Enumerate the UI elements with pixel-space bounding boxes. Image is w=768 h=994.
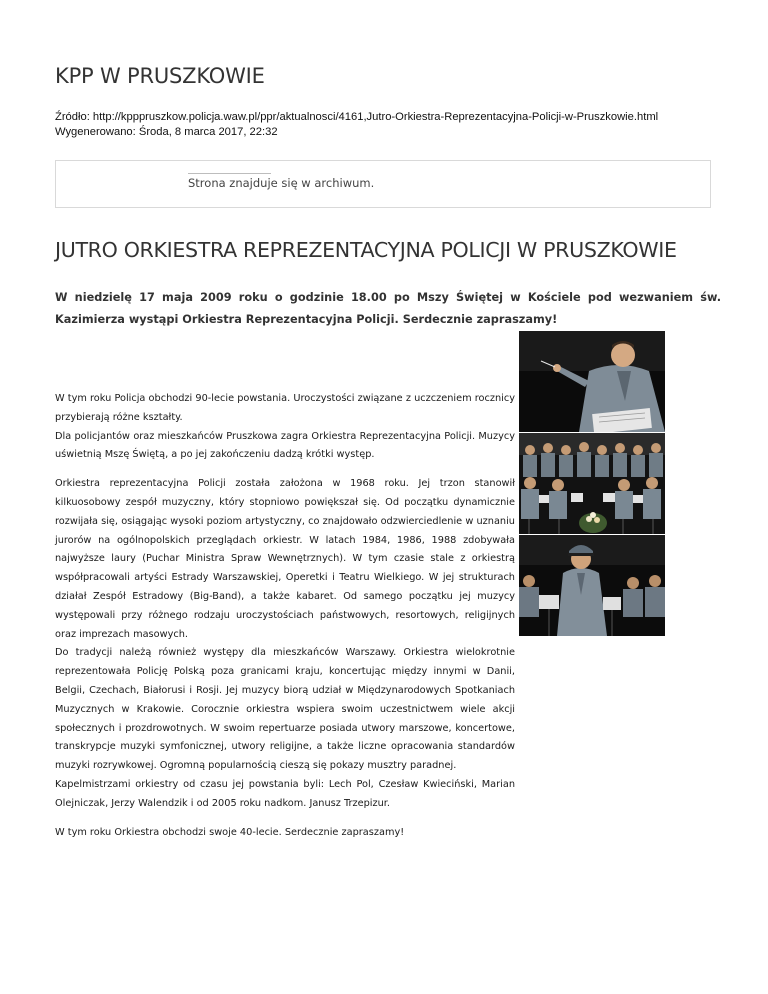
archive-notice-box	[55, 160, 711, 208]
article-paragraph: W tym roku Policja obchodzi 90-lecie powstania. Uroczystości związane z uczczeniem rocznicy przybierają różne kształty.	[55, 393, 515, 423]
orchestra-photo	[519, 433, 665, 534]
archive-notice: Strona znajduje się w archiwum.	[188, 176, 375, 190]
document-meta	[55, 110, 658, 140]
soloist-photo	[519, 535, 665, 636]
conductor-photo	[519, 331, 665, 432]
article-paragraph: Dla policjantów oraz mieszkańców Pruszkowa zagra Orkiestra Reprezentacyjna Policji. Muzycy uświetnią Mszę Świętą, a po jej zakończeniu dadzą krótki występ.	[55, 430, 515, 461]
article-body	[55, 390, 515, 842]
generated-date: Wygenerowano: Środa, 8 marca 2017, 22:32	[55, 126, 278, 138]
site-title: KPP W PRUSZKOWIE	[55, 64, 265, 88]
source-url: Źródło: http://kpppruszkow.policja.waw.pl/ppr/aktualnosci/4161,Jutro-Orkiestra-Reprezentacyjna-Policji-w-Pruszkowie.html	[55, 111, 659, 123]
article-paragraph: Do tradycji należą również występy dla mieszkańców Warszawy. Orkiestra wielokrotnie reprezentowała Policję Polską poza granicami kraju, koncertując między innymi w Danii, Belgii, Czechach, Białorusi i Rosji. Jej muzycy biorą udział w Międzynarodowych Spotkaniach Muzycznych w Krakowie. Corocznie orkiestra wspiera swoim uczestnictwem wiele akcji społecznych i prozdrowotnych. W swoim repertuarze posiada utwory marszowe, koncertowe, transkrypcje muzyki symfonicznej, utwory religijne, a także liczne opracowania standardów muzyki rozrywkowej. Ogromną popularnością cieszą się pokazy musztry paradnej.	[55, 647, 515, 772]
article-paragraph: W tym roku Orkiestra obchodzi swoje 40-lecie. Serdecznie zapraszamy!	[55, 826, 405, 838]
article-title: JUTRO ORKIESTRA REPREZENTACYJNA POLICJI W PRUSZKOWIE	[55, 238, 677, 262]
article-paragraph: Kapelmistrzami orkiestry od czasu jej powstania byli: Lech Pol, Czesław Kwieciński, Marian Olejniczak, Jerzy Walendzik i od 2005 roku nadkom. Janusz Trzepizur.	[55, 778, 515, 809]
archive-divider	[188, 173, 271, 174]
article-lead: W niedzielę 17 maja 2009 roku o godzinie 18.00 po Mszy Świętej w Kościele pod wezwaniem św. Kazimierza wystąpi Orkiestra Reprezentacyjna Policji. Serdecznie zapraszamy!	[55, 291, 721, 326]
article-paragraph: Orkiestra reprezentacyjna Policji została założona w 1968 roku. Jej trzon stanowił kilkuosobowy zespół muzyczny, który stopniowo powiększał się. Od początku dynamicznie rozwijała się, osiągając wysoki poziom artystyczny, co znajdowało odzwierciedlenie w uznaniu jurorów na ogólnopolskich przeglądach orkiestr. W latach 1984, 1986, 1988 zdobywała najwyższe laury (Puchar Ministra Spraw Wewnętrznych). W tym czasie stale z orkiestrą współpracowali artyści Estrady Warszawskiej, Operetki i Teatru Wielkiego. W jej strukturach działał Zespół Estradowy (Big-Band), a także kabaret. Od samego początku jej muzycy występowali przy różnego rodzaju uroczystościach państwowych, resortowych, religijnych oraz imprezach masowych.	[55, 478, 515, 640]
